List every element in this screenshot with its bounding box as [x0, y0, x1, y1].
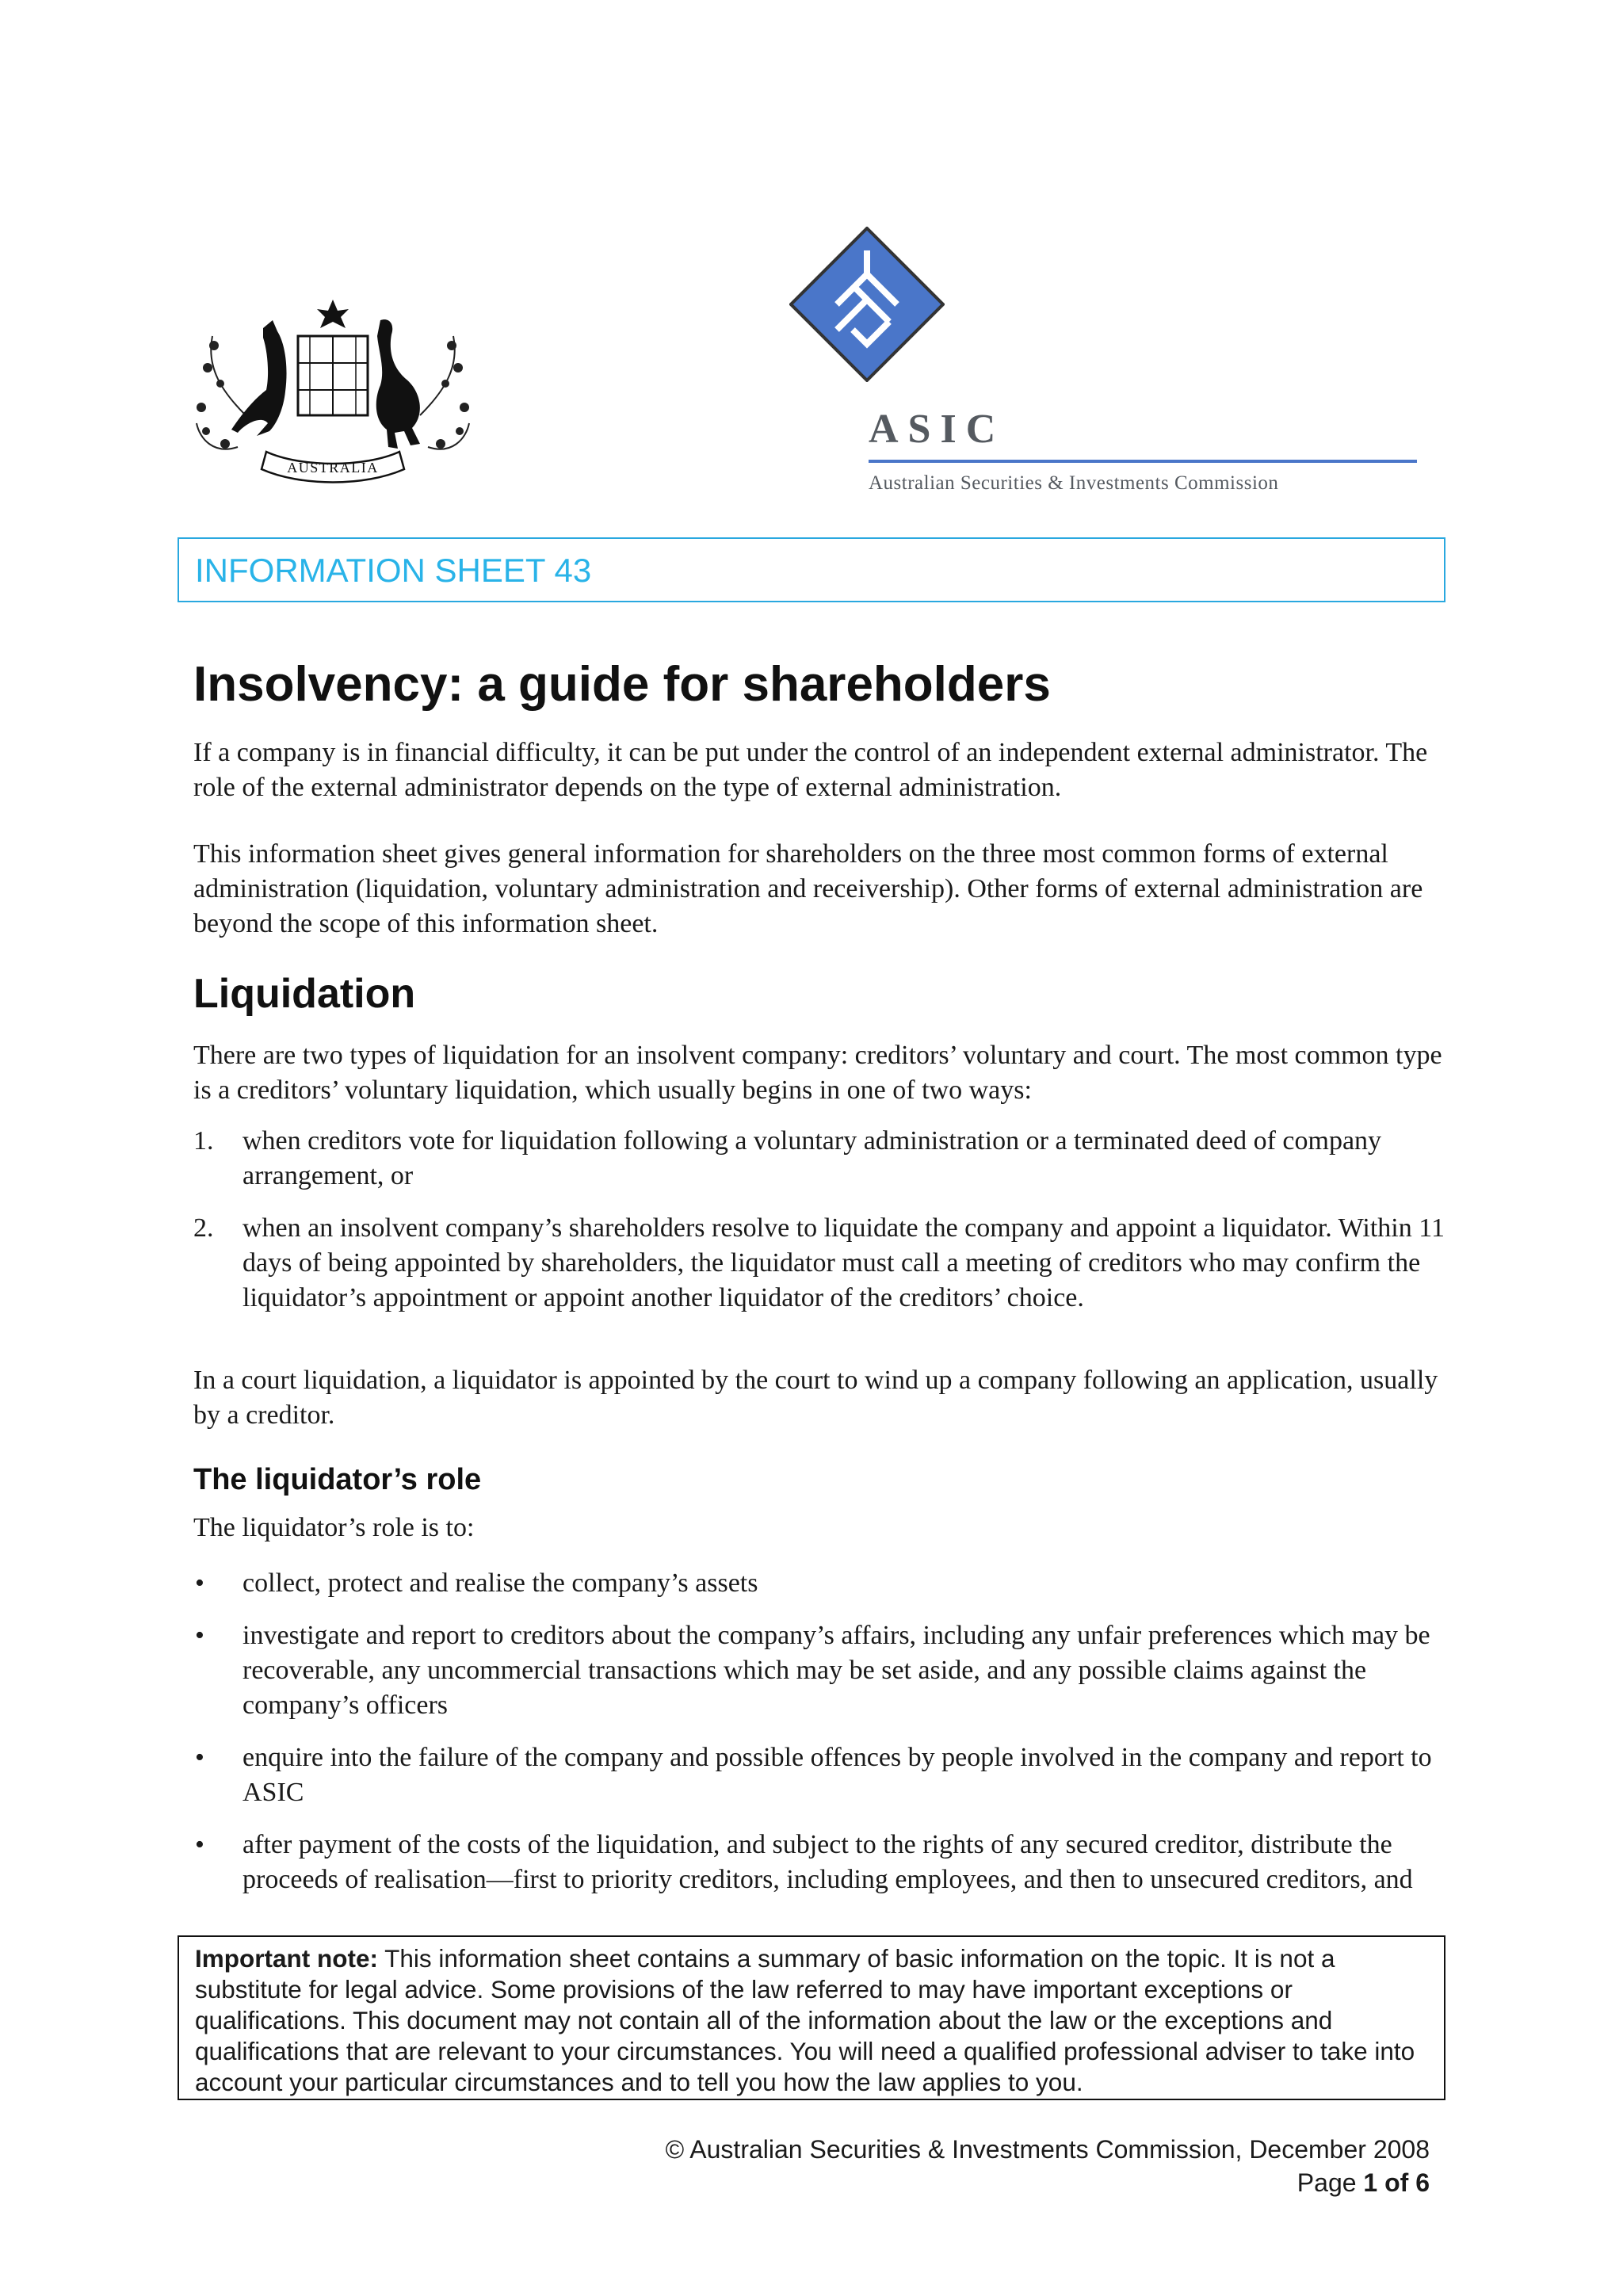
bullet-text: enquire into the failure of the company and possible offences by people involved in the company and report to ASIC [242, 1743, 1432, 1807]
liquidator-role-heading: The liquidator’s role [193, 1463, 482, 1496]
info-sheet-label: INFORMATION SHEET 43 [195, 552, 592, 589]
numbered-item [193, 1211, 1445, 1316]
australian-coat-of-arms-logo [190, 296, 475, 496]
info-sheet-box [178, 537, 1445, 602]
asic-diamond-logo [789, 227, 945, 382]
asic-full-name: Australian Securities & Investments Commission [869, 472, 1279, 494]
bullet-item [193, 1618, 1445, 1723]
court-liquidation-paragraph: In a court liquidation, a liquidator is appointed by the court to wind up a company following an application, usually by a creditor. [193, 1366, 1438, 1430]
liquidator-role-intro: The liquidator’s role is to: [193, 1513, 475, 1542]
page-number [1297, 2168, 1430, 2198]
liquidation-heading: Liquidation [193, 971, 416, 1017]
item-number: 2. [193, 1213, 214, 1243]
copyright-notice: © Australian Securities & Investments Commission, December 2008 [665, 2135, 1430, 2164]
intro-paragraph-2: This information sheet gives general information for shareholders on the three most common forms of external administration (liquidation, voluntary administration and receivership). Other forms of external administration are beyond the scope of this information sheet. [193, 839, 1423, 938]
page-prefix: Page [1296, 2168, 1357, 2197]
bullet-text: investigate and report to creditors about the company’s affairs, including any unfair preferences which may be recoverable, any uncommercial transactions which may be set aside, and any possible claims against the company’s officers [242, 1621, 1430, 1720]
asic-wordmark: ASIC [869, 407, 1006, 452]
bullet-icon: • [195, 1830, 204, 1859]
important-note-text: This information sheet contains a summary of basic information on the topic. It is not a substitute for legal advice. Some provisions of the law referred to may have important exceptions or qualifications. This document may not contain all of the information about the law or the exceptions and qualifications that are relevant to your circumstances. You will need a qualified professional adviser to take into account your particular circumstances and to tell you how the law applies to you. [195, 1944, 1415, 2096]
important-note-label: Important note: [195, 1944, 378, 1973]
coat-banner-text: AUSTRALIA [287, 460, 379, 476]
page-count: 1 of 6 [1363, 2168, 1430, 2197]
bullet-icon: • [195, 1568, 204, 1598]
bullet-icon: • [195, 1621, 204, 1650]
asic-divider [869, 460, 1417, 463]
page-title: Insolvency: a guide for shareholders [193, 657, 1051, 712]
bullet-text: collect, protect and realise the company’s assets [242, 1568, 758, 1598]
item-text: when an insolvent company’s shareholders resolve to liquidate the company and appoint a liquidator. Within 11 days of being appointed by shareholders, the liquidator must call a meeting of creditors who may confirm the liquidator’s appointment or appoint another liquidator of the creditors’ choice. [242, 1213, 1445, 1312]
bullet-icon: • [195, 1743, 204, 1772]
bullet-item [193, 1740, 1445, 1810]
important-note-box [178, 1935, 1445, 2100]
item-text: when creditors vote for liquidation following a voluntary administration or a terminated deed of company arrangement, or [242, 1126, 1382, 1190]
numbered-item [193, 1124, 1445, 1194]
bullet-item [193, 1828, 1445, 1897]
bullet-text: after payment of the costs of the liquidation, and subject to the rights of any secured creditor, distribute the proceeds of realisation—first to priority creditors, including employees, and then to unsecured creditors, and [242, 1830, 1413, 1894]
liquidation-intro: There are two types of liquidation for an insolvent company: creditors’ voluntary and court. The most common type is a creditors’ voluntary liquidation, which usually begins in one of two ways: [193, 1041, 1442, 1105]
item-number: 1. [193, 1126, 214, 1156]
bullet-item [193, 1566, 1445, 1601]
intro-paragraph-1: If a company is in financial difficulty, it can be put under the control of an independent external administrator. The role of the external administrator depends on the type of external administration. [193, 738, 1428, 802]
